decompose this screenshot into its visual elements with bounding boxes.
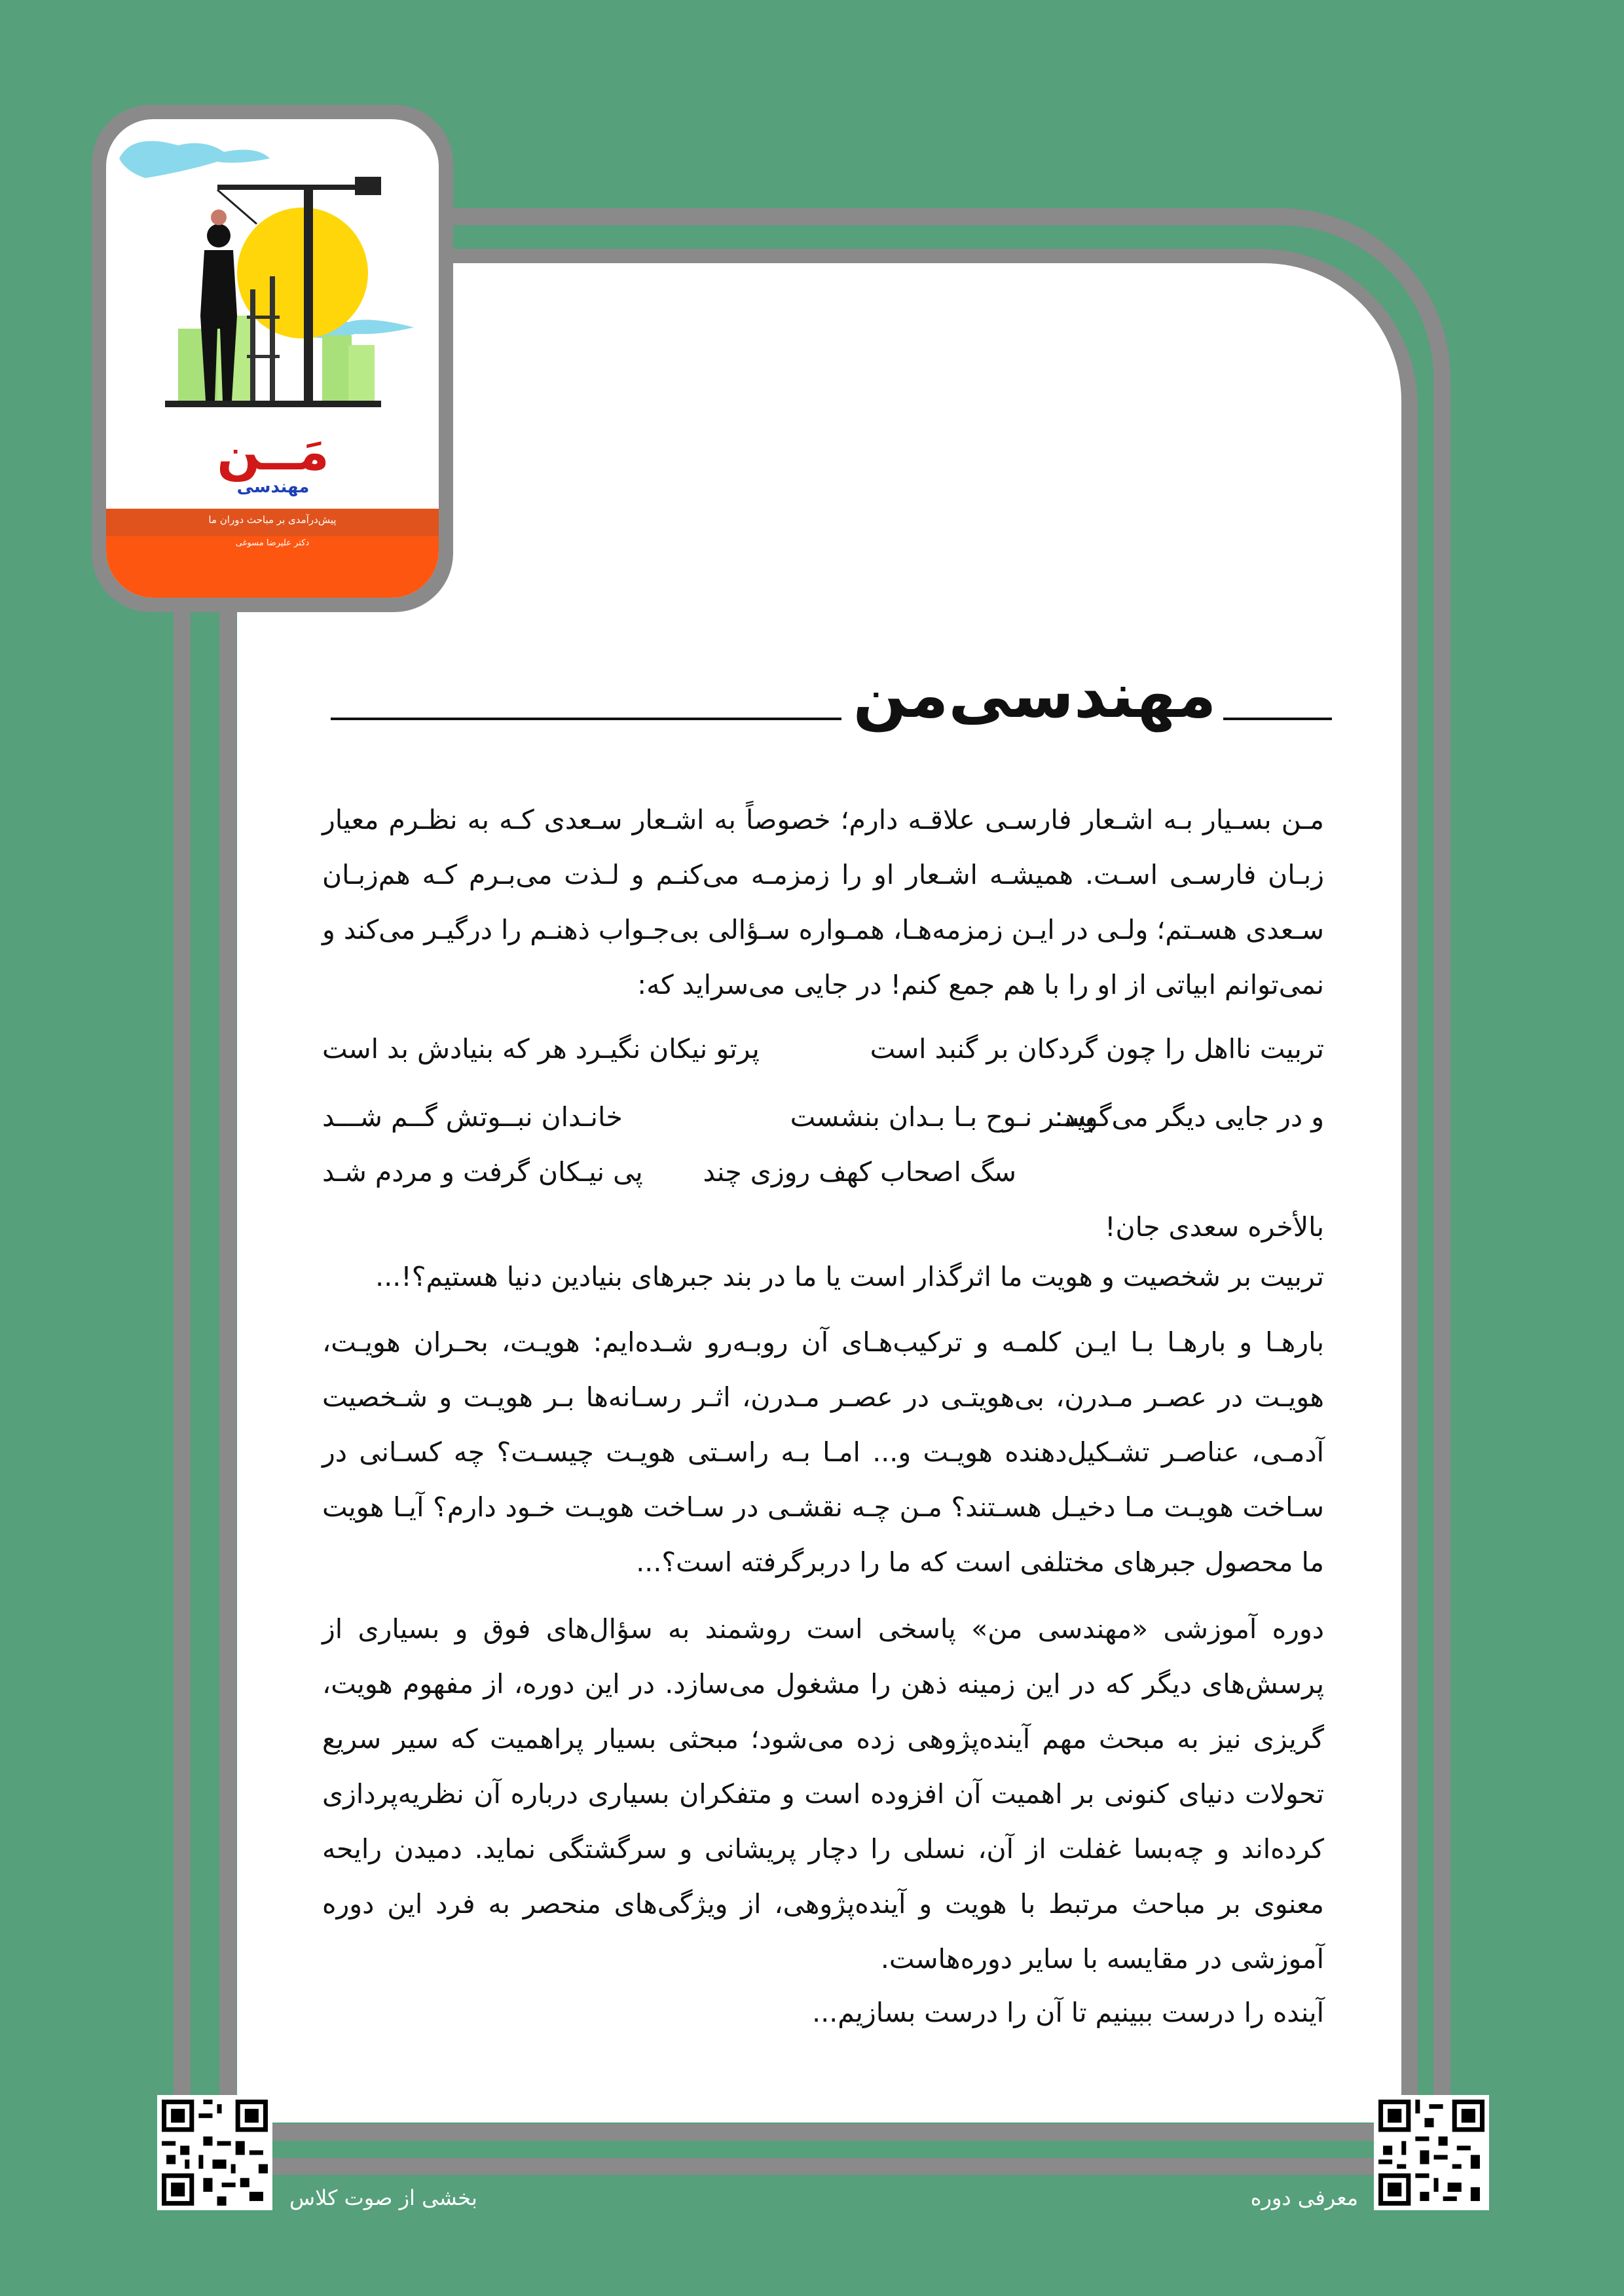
cover-author: دکتر علیرضا مسوغی — [235, 538, 310, 548]
page-title: مهندسی‌من — [853, 659, 1217, 732]
verse-2-right: پسـر نـوح بـا بـدان بنشست — [790, 1101, 1095, 1133]
title-rule-right — [1223, 718, 1332, 720]
qr-icon — [1374, 2095, 1489, 2210]
paragraph-3: دوره آموزشی «مهندسی من» پاسخی است روشمند به سؤال‌های فوق و بسیاری از پرسش‌های دیگر که در این زمینه ذهن را مشغول می‌سازد. در این دوره، از مفهوم هویت، گریزی نیز به مبحث مهم آینده‌پژوهی زده می‌شود؛ مبحثی بسیار پراهمیت که سیر سریع تحولات دنیای کنونی بر اهمیت آن افزوده است و متفکران بسیاری درباره آن نظریه‌پردازی کرده‌اند و چه‌بسا غفلت از آن، نسلی را دچار پریشانی و سرگشتگی نماید. دمیدن رایحه معنوی بر مباحث مرتبط با هویت و آینده‌پژوهی، از ویژگی‌های منحصر به فرد این دوره آموزشی در مقایسه با سایر دوره‌هاست. — [322, 1613, 1324, 1975]
paragraph-1: مـن بسـیار بـه اشـعار فارسـی علاقـه دارم؛ خصوصاً به اشـعار سـعدی کـه به نظـرم معیار زبـان فارسـی اسـت. همیشـه اشـعار او را زمزمـه می‌کنـم و لـذت می‌بـرم کـه هم‌زبـان سـعدی هسـتم؛ ولـی در ایـن زمزمه‌هـا، همـواره سـؤالی بی‌جـواب ذهنـم را درگیـر می‌کند و نمی‌توانم ابیاتی از او را با هم جمع کنم! در جایی می‌سراید که: — [322, 804, 1324, 1000]
qr-icon — [157, 2095, 272, 2210]
title-rule-left — [331, 718, 841, 720]
verse-3-right: سگ اصحاب کهف روزی چند — [703, 1156, 1016, 1188]
qr-label-course-intro: معرفی دوره — [1250, 2185, 1358, 2210]
book-cover — [106, 119, 439, 598]
qr-code-course-intro[interactable] — [1374, 2095, 1489, 2210]
verse-1-left: پرتو نیکان نگیـرد هر که بنیادش بد است — [322, 1033, 760, 1065]
verse-1-right: تربیت نااهل را چون گردکان بر گنبد است — [870, 1033, 1324, 1065]
verse-3-left: پی نیـکان گرفت و مردم شـد — [322, 1156, 643, 1188]
verse-intro: و در جایی دیگر می‌گوید: — [1054, 1101, 1324, 1133]
verse-2-left: خانـدان نبــوتش گــم شـــد — [322, 1101, 623, 1133]
cover-illustration — [106, 119, 439, 420]
paragraph-2: بارهـا و بارهـا بـا ایـن کلمـه و ترکیب‌هـای آن روبـه‌رو شـده‌ایم: هویـت، بحـران هویـت، هویـت در عصـر مـدرن، بی‌هویتـی در عصـر مـدرن، اثـر رسـانه‌ها بـر هویـت و شـخصیت آدمـی، عناصـر تشـکیل‌دهنده هویـت و... امـا بـه راسـتی هویـت چیسـت؟ چه کسـانی در سـاخت هویـت مـا دخیـل هسـتند؟ مـن چـه نقشـی در سـاخت هویـت خـود دارم؟ آیـا هویت ما محصول جبرهای مختلفی است که ما را دربرگرفته است؟... — [322, 1326, 1324, 1578]
cover-subtitle: پیش‌درآمدی بر مباحث دوران ما — [208, 514, 337, 526]
cover-logo-subtitle: مهندسی — [236, 477, 310, 497]
line-question: تربیت بر شخصیت و هویت ما اثرگذار است یا ما در بند جبرهای بنیادین دنیا هستیم؟!... — [375, 1261, 1324, 1292]
line-saadi: بالأخره سعدی جان! — [1105, 1211, 1324, 1243]
qr-code-class-audio[interactable] — [157, 2095, 272, 2210]
cover-logo: مَــن — [217, 423, 329, 482]
qr-label-class-audio: بخشی از صوت کلاس — [289, 2185, 477, 2210]
closing-line: آینده را درست ببینیم تا آن را درست بسازیم... — [812, 1997, 1324, 2028]
